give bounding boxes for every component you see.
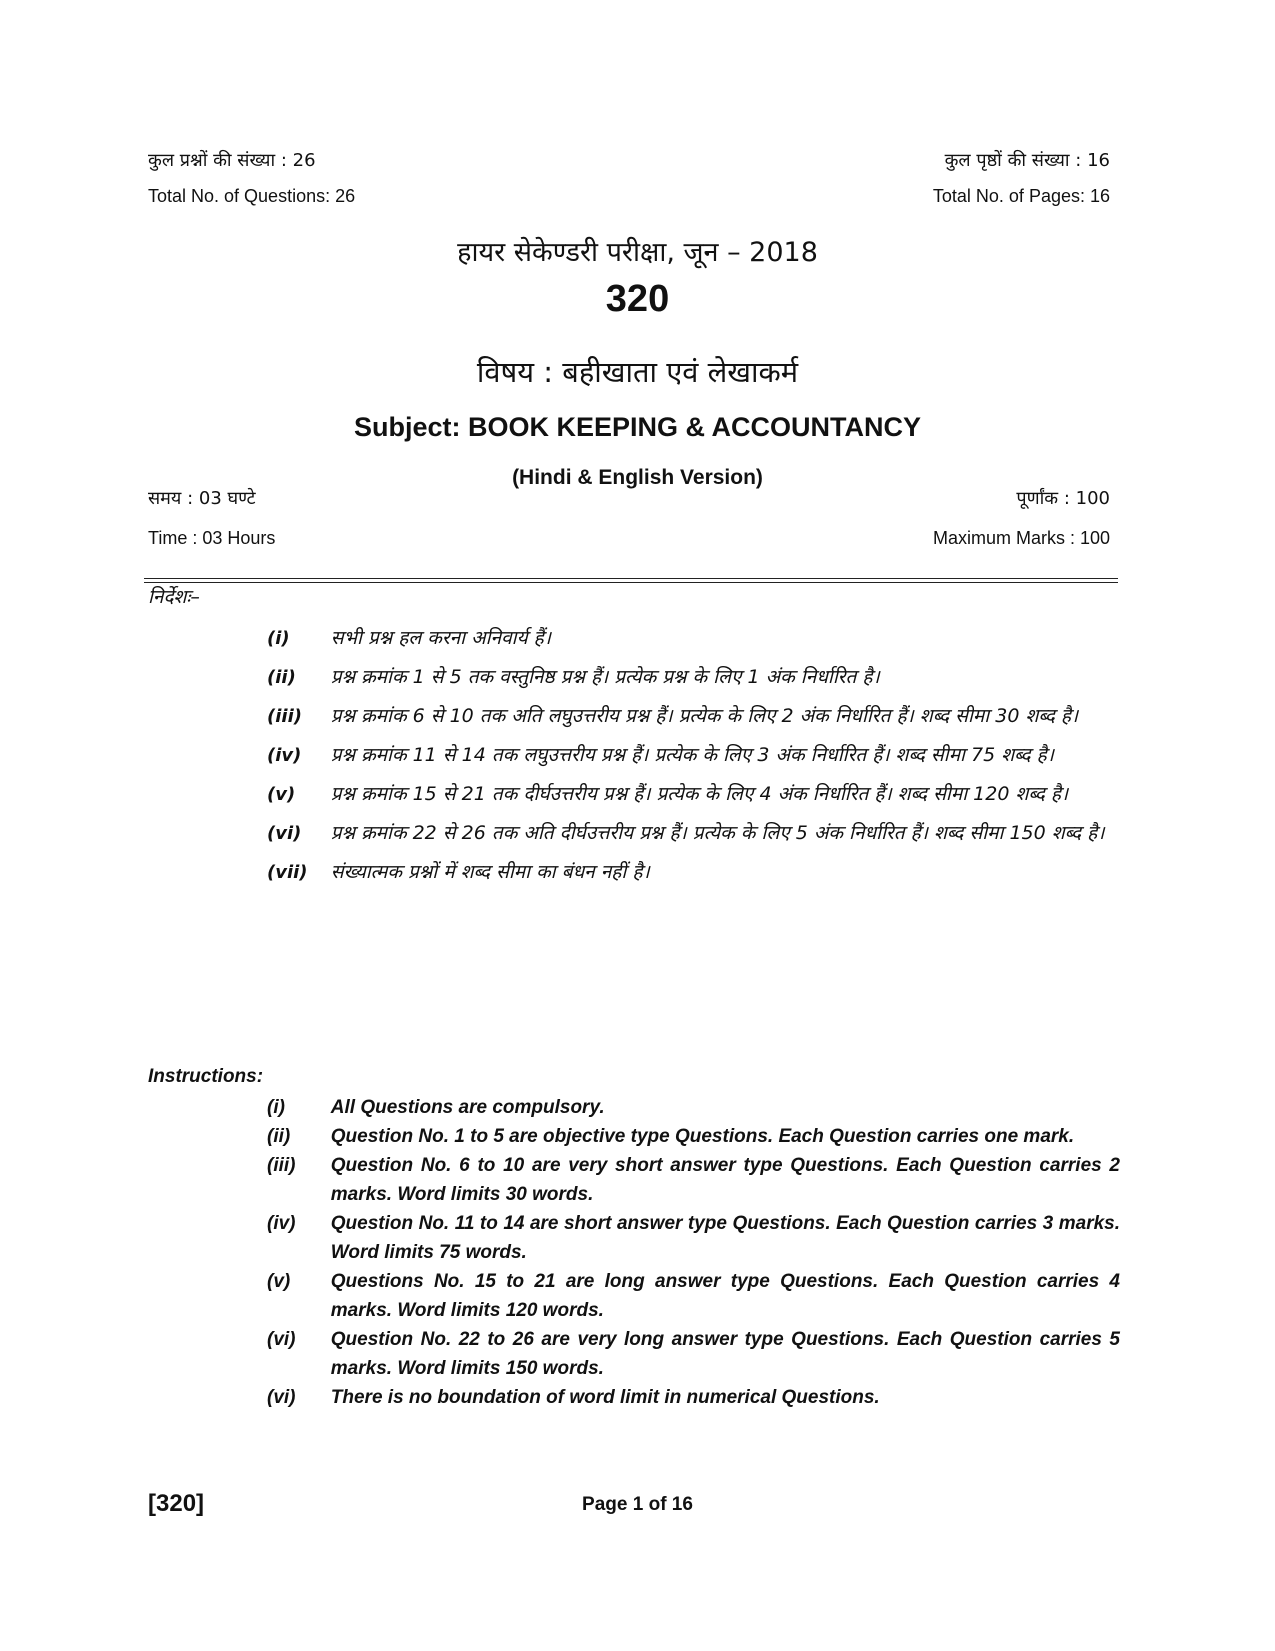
footer-paper-code: [320] bbox=[148, 1490, 205, 1517]
page-number: Page 1 of 16 bbox=[582, 1494, 693, 1515]
total-questions-english: Total No. of Questions: 26 bbox=[148, 186, 356, 206]
direction-number: (iv) bbox=[267, 745, 302, 766]
instruction-number: (ii) bbox=[267, 1126, 291, 1147]
instruction-number: (i) bbox=[267, 1097, 285, 1118]
instruction-text: Question No. 11 to 14 are short answer type Questions. Each Question carries 3 marks. Word limits 75 words. bbox=[330, 1213, 1120, 1263]
directions-list-hindi bbox=[148, 621, 1120, 894]
direction-item bbox=[148, 660, 1120, 695]
header-english-row bbox=[148, 186, 1110, 207]
header-hindi-row bbox=[148, 148, 1110, 172]
instructions-list-english bbox=[148, 1093, 1120, 1412]
instruction-number: (vi) bbox=[267, 1387, 296, 1408]
direction-text: प्रश्न क्रमांक 1 से 5 तक वस्तुनिष्ठ प्रश्न हैं। प्रत्येक प्रश्न के लिए 1 अंक निर्धारित है। bbox=[330, 666, 880, 688]
direction-number: (i) bbox=[267, 628, 290, 649]
direction-number: (vii) bbox=[267, 862, 308, 883]
direction-item bbox=[148, 621, 1120, 656]
header-divider-bottom bbox=[144, 582, 1118, 583]
direction-number: (v) bbox=[267, 784, 296, 805]
direction-item bbox=[148, 738, 1120, 773]
direction-item bbox=[148, 816, 1120, 851]
instruction-item bbox=[148, 1151, 1120, 1209]
time-english: Time : 03 Hours bbox=[148, 528, 276, 548]
direction-item bbox=[148, 777, 1120, 812]
instruction-item bbox=[148, 1325, 1120, 1383]
direction-number: (iii) bbox=[267, 706, 302, 727]
direction-text: प्रश्न क्रमांक 6 से 10 तक अति लघुउत्तरीय प्रश्न हैं। प्रत्येक के लिए 2 अंक निर्धारित हैं। शब्द सीमा 30 शब्द है। bbox=[330, 705, 1079, 727]
instruction-item bbox=[148, 1122, 1120, 1151]
direction-text: प्रश्न क्रमांक 11 से 14 तक लघुउत्तरीय प्रश्न हैं। प्रत्येक के लिए 3 अंक निर्धारित हैं। शब्द सीमा 75 शब्द है। bbox=[330, 744, 1054, 766]
instruction-number: (v) bbox=[267, 1271, 291, 1292]
version-note: (Hindi & English Version) bbox=[512, 466, 763, 489]
instruction-text: Question No. 6 to 10 are very short answer type Questions. Each Question carries 2 marks. Word limits 30 words. bbox=[330, 1155, 1120, 1205]
marks-english: Maximum Marks : 100 bbox=[932, 528, 1110, 548]
instructions-heading: Instructions: bbox=[148, 1066, 264, 1087]
time-marks-hindi-row bbox=[148, 486, 1110, 510]
directions-heading-hindi: निर्देशः– bbox=[148, 586, 200, 608]
instruction-item bbox=[148, 1267, 1120, 1325]
instruction-text: Question No. 1 to 5 are objective type Questions. Each Question carries one mark. bbox=[330, 1126, 1075, 1147]
instruction-text: Questions No. 15 to 21 are long answer type Questions. Each Question carries 4 marks. Word limits 120 words. bbox=[330, 1271, 1120, 1321]
paper-code: 320 bbox=[605, 278, 670, 320]
direction-text: प्रश्न क्रमांक 22 से 26 तक अति दीर्घउत्तरीय प्रश्न हैं। प्रत्येक के लिए 5 अंक निर्धारित हैं। शब्द सीमा 150 शब्द है। bbox=[330, 822, 1105, 844]
direction-text: सभी प्रश्न हल करना अनिवार्य हैं। bbox=[330, 627, 551, 649]
time-hindi: समय : 03 घण्टे bbox=[148, 488, 256, 509]
marks-hindi: पूर्णांक : 100 bbox=[1016, 488, 1110, 509]
direction-item bbox=[148, 855, 1120, 890]
instruction-text: All Questions are compulsory. bbox=[330, 1097, 605, 1118]
instruction-item bbox=[148, 1383, 1120, 1412]
direction-number: (ii) bbox=[267, 667, 296, 688]
instruction-number: (vi) bbox=[267, 1329, 296, 1350]
instruction-item bbox=[148, 1209, 1120, 1267]
direction-text: प्रश्न क्रमांक 15 से 21 तक दीर्घउत्तरीय प्रश्न हैं। प्रत्येक के लिए 4 अंक निर्धारित हैं। शब्द सीमा 120 शब्द है। bbox=[330, 783, 1069, 805]
time-marks-english-row bbox=[148, 528, 1110, 549]
total-pages-hindi: कुल पृष्ठों की संख्या : 16 bbox=[944, 150, 1110, 171]
direction-text: संख्यात्मक प्रश्नों में शब्द सीमा का बंधन नहीं है। bbox=[330, 861, 650, 883]
header-divider-top bbox=[144, 578, 1118, 579]
total-questions-hindi: कुल प्रश्नों की संख्या : 26 bbox=[148, 150, 316, 171]
direction-item bbox=[148, 699, 1120, 734]
instruction-text: Question No. 22 to 26 are very long answer type Questions. Each Question carries 5 marks. Word limits 150 words. bbox=[330, 1329, 1120, 1379]
total-pages-english: Total No. of Pages: 16 bbox=[932, 186, 1110, 206]
direction-number: (vi) bbox=[267, 823, 302, 844]
instruction-text: There is no boundation of word limit in numerical Questions. bbox=[330, 1387, 880, 1408]
instruction-number: (iv) bbox=[267, 1213, 296, 1234]
instruction-number: (iii) bbox=[267, 1155, 296, 1176]
subject-english: Subject: BOOK KEEPING & ACCOUNTANCY bbox=[353, 412, 922, 442]
exam-title-hindi: हायर सेकेण्डरी परीक्षा, जून – 2018 bbox=[457, 237, 818, 268]
subject-hindi: विषय : बहीखाता एवं लेखाकर्म bbox=[476, 355, 799, 389]
instruction-item bbox=[148, 1093, 1120, 1122]
